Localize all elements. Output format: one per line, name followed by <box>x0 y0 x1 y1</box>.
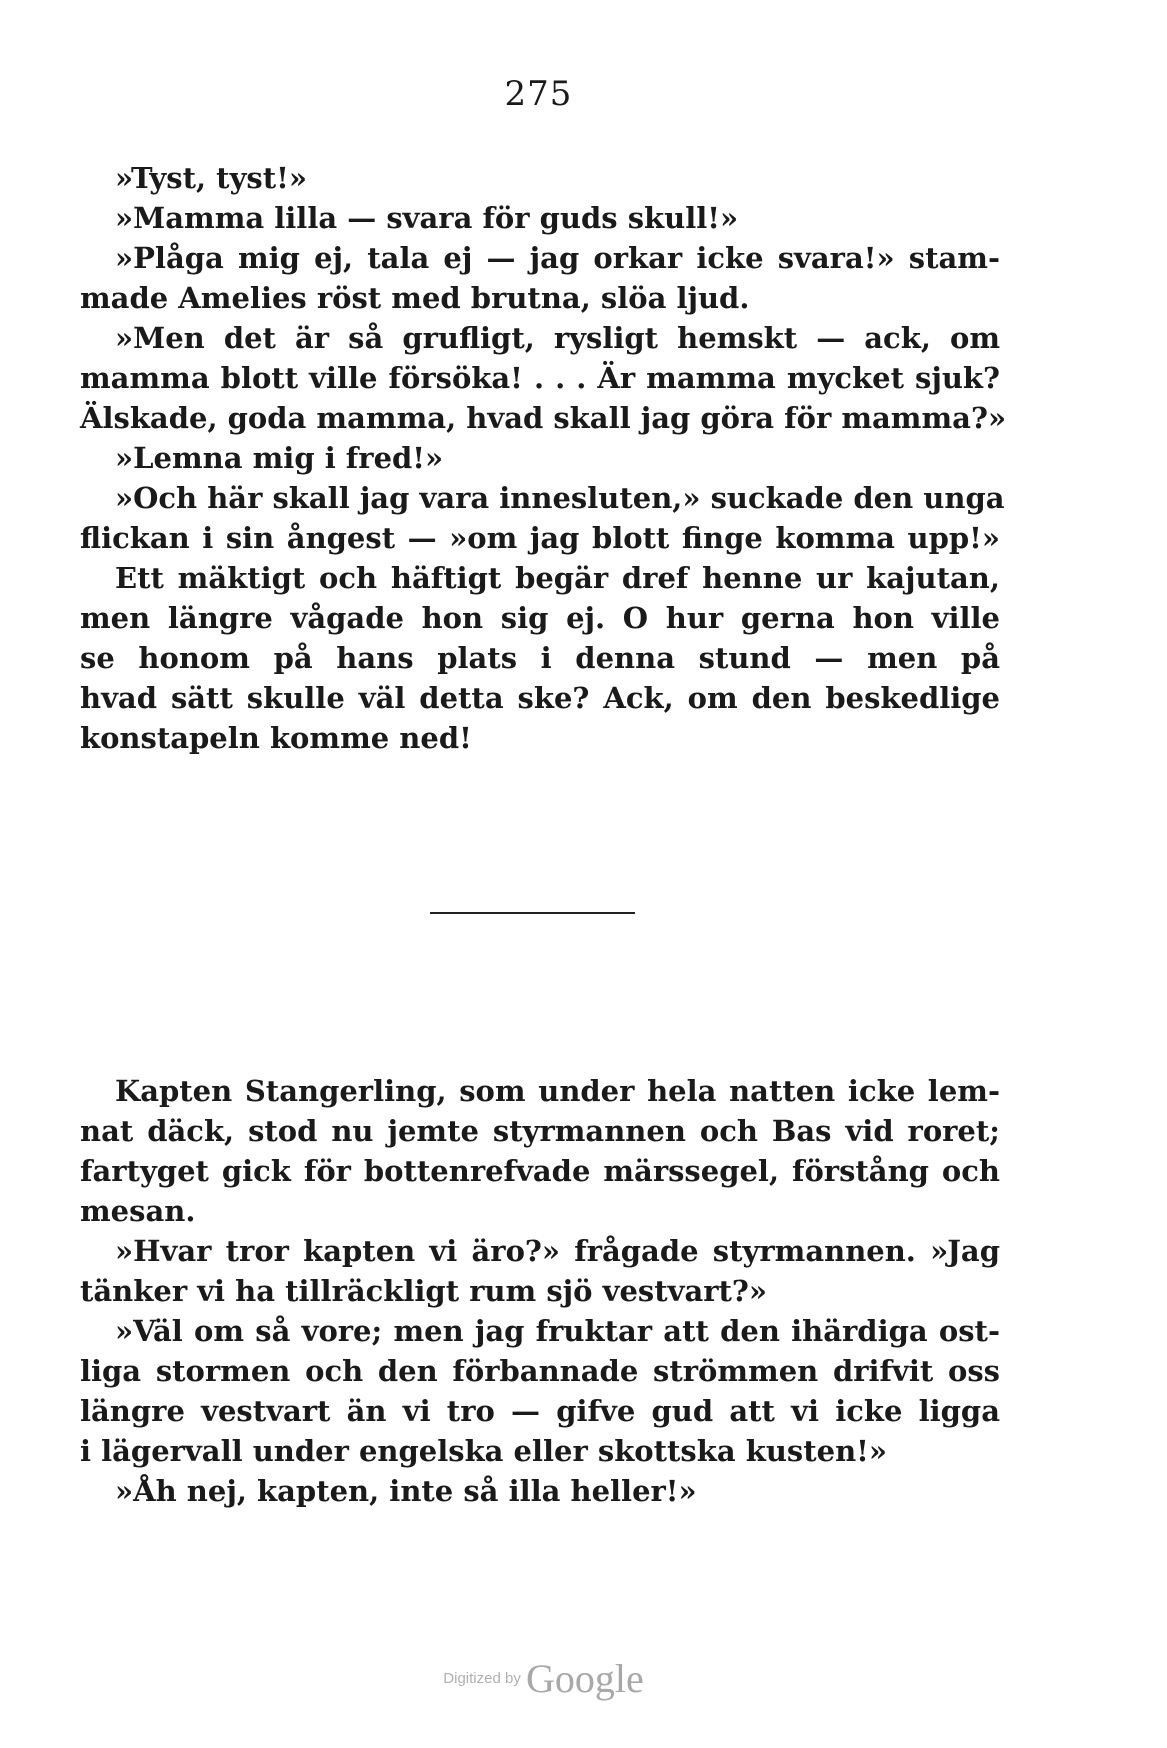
text-line: »Väl om så vore; men jag fruktar att den ihärdiga ost- <box>115 1314 1000 1348</box>
text-line: konstapeln komme ned! <box>80 721 472 755</box>
text-line: »Men det är så grufligt, rysligt hemskt — ack, om <box>115 321 1000 355</box>
text-line: tänker vi ha tillräckligt rum sjö vestvart?» <box>80 1274 768 1308</box>
text-section-cabin <box>80 158 1007 758</box>
digitized-watermark <box>0 1655 1127 1702</box>
text-line: »Lemna mig i fred!» <box>115 441 444 475</box>
page-number: 275 <box>504 74 573 114</box>
text-line: längre vestvart än vi tro — gifve gud att vi icke ligga <box>80 1394 1000 1428</box>
text-line: »Mamma lilla — svara för guds skull!» <box>115 201 739 235</box>
text-line: »Tyst, tyst!» <box>115 161 307 195</box>
text-line: »Åh nej, kapten, inte så illa heller!» <box>115 1474 697 1508</box>
section-divider <box>430 912 635 914</box>
text-line: Ett mäktigt och häftigt begär dref henne ur kajutan, <box>115 561 1000 595</box>
digitized-by-label: Digitized by <box>443 1670 521 1687</box>
text-line: »Och här skall jag vara innesluten,» suckade den unga <box>115 481 1005 515</box>
text-line: Älskade, goda mamma, hvad skall jag göra för mamma?» <box>80 401 1007 435</box>
text-line: hvad sätt skulle väl detta ske? Ack, om den beskedlige <box>80 681 1000 715</box>
text-line: »Plåga mig ej, tala ej — jag orkar icke svara!» stam- <box>115 241 1000 275</box>
text-line: »Hvar tror kapten vi äro?» frågade styrmannen. »Jag <box>115 1234 1000 1268</box>
google-logo: Google <box>525 1656 644 1701</box>
text-line: flickan i sin ångest — »om jag blott finge komma upp!» <box>80 521 1000 555</box>
text-line: fartyget gick för bottenrefvade märssegel, förstång och <box>80 1154 1000 1188</box>
text-line: mesan. <box>80 1194 196 1228</box>
text-line: nat däck, stod nu jemte styrmannen och Bas vid roret; <box>80 1114 1000 1148</box>
text-line: Kapten Stangerling, som under hela natten icke lem- <box>115 1074 1000 1108</box>
text-line: liga stormen och den förbannade strömmen drifvit oss <box>80 1354 1000 1388</box>
text-line: se honom på hans plats i denna stund — men på <box>80 641 1000 675</box>
text-line: made Amelies röst med brutna, slöa ljud. <box>80 281 750 315</box>
text-line: mamma blott ville försöka! . . . Är mamma mycket sjuk? <box>80 361 1000 395</box>
text-section-deck <box>80 1071 1000 1511</box>
text-line: men längre vågade hon sig ej. O hur gerna hon ville <box>80 601 1000 635</box>
text-line: i lägervall under engelska eller skottska kusten!» <box>80 1434 888 1468</box>
